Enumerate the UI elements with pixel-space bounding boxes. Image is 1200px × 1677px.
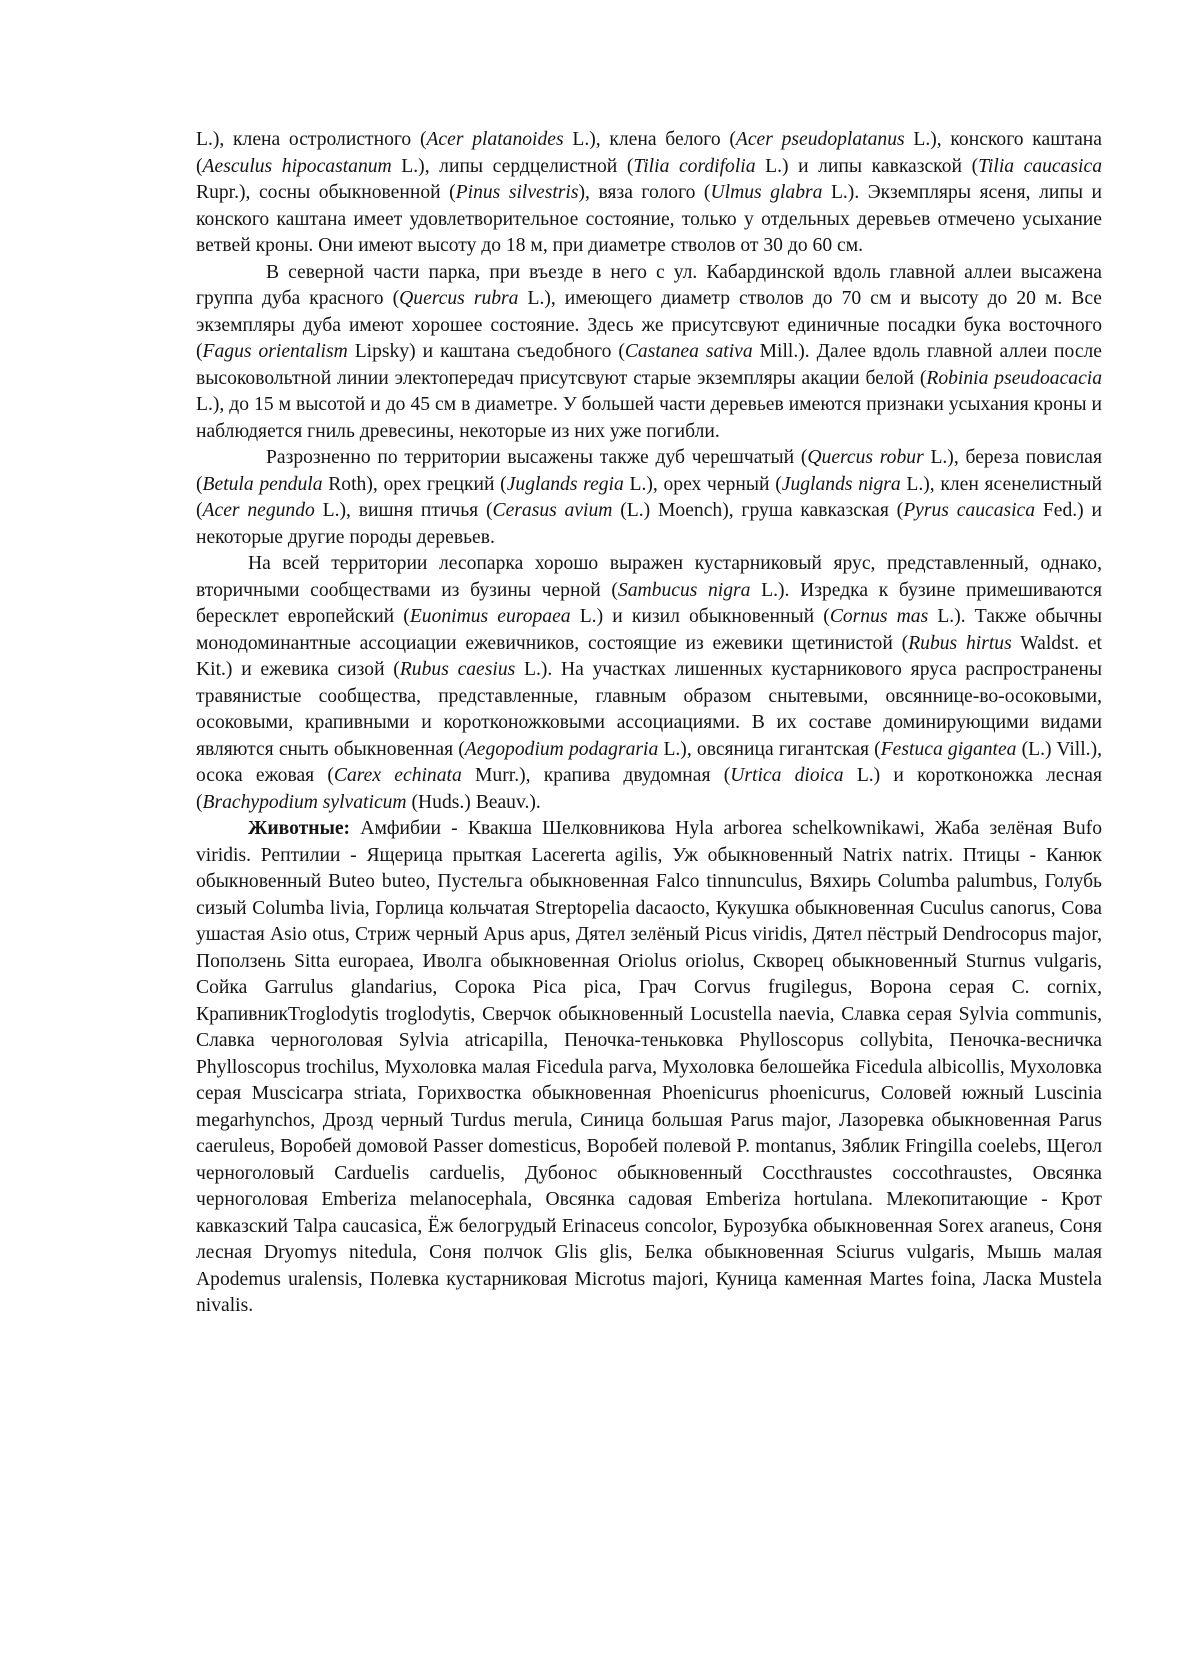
text-run: Rupr.), сосны обыкновенной (: [196, 182, 456, 203]
text-run: L.), орех черный (: [623, 473, 782, 495]
paragraph-scattered-trees: [196, 445, 1102, 551]
species-latin-name: Sambucus nigra: [617, 579, 751, 601]
text-run: Mill.). Далее вдоль главной аллеи после высоковольтной линии электопередач присутсвуют старые экземпляры акации белой (: [196, 341, 1102, 389]
text-run: ), вяза голого (: [578, 182, 711, 203]
species-latin-name: Juglands nigra: [781, 473, 901, 495]
species-latin-name: Betula pendula: [202, 473, 323, 495]
species-latin-name: Cerasus avium: [492, 500, 613, 521]
species-latin-name: Acer negundo: [202, 500, 315, 521]
text-run: L.), вишня птичья (: [314, 500, 493, 521]
section-label: Животные:: [248, 818, 351, 839]
text-run: L.), овсяница гигантская (: [658, 738, 881, 760]
paragraph-animals: [196, 816, 1102, 1320]
species-latin-name: Quercus robur: [807, 447, 924, 468]
species-latin-name: Fagus orientalism: [202, 341, 348, 362]
text-run: В северной части парка, при въезде в него с ул. Кабардинской вдоль главной аллеи высажена группа дуба красного (: [196, 261, 1102, 309]
species-latin-name: Quercus rubra: [399, 288, 519, 309]
text-run: Murr.), крапива двудомная (: [461, 765, 731, 786]
text-run: L.) и коротконожка лесная (: [196, 765, 1103, 813]
text-run: L.), клена белого (: [563, 129, 736, 150]
species-latin-name: Castanea sativa: [624, 341, 753, 362]
text-run: Roth), орех грецкий (: [322, 473, 507, 495]
text-run: L.), клен ясенелистный (: [196, 473, 1103, 521]
text-run: L.), береза повислая (: [196, 447, 1102, 495]
text-run: L.). На участках лишенных кустарникового яруса распространены травянистые сообщества, представленные, главным образом снытевыми, овсяннице-во-осоковыми, осоковыми, крапивными и коротконожковыми ассоциациями. В их составе доминирующими видами являются сныть обыкновенная (: [196, 659, 1102, 760]
text-run: L.). Также обычны монодоминантные ассоциации ежевичников, состоящие из ежевики щетинистой (: [196, 606, 1102, 654]
text-run: На всей территории лесопарка хорошо выражен кустарниковый ярус, представленный, однако, вторичными сообществами из бузины черной (: [196, 553, 1102, 601]
text-run: Waldst. et Kit.) и ежевика сизой (: [196, 632, 1102, 680]
species-latin-name: Rubus caesius: [399, 659, 516, 680]
species-latin-name: Urtica dioica: [730, 765, 844, 786]
species-latin-name: Tilia caucasica: [978, 155, 1102, 177]
species-latin-name: Aegopodium podagraria: [464, 738, 659, 760]
text-run: (L.) Moench), груша кавказская (: [612, 500, 904, 521]
text-run: Fed.) и некоторые другие породы деревьев.: [196, 500, 1102, 548]
species-latin-name: Euonimus europaea: [409, 606, 571, 627]
species-latin-name: Rubus hirtus: [908, 632, 1012, 654]
paragraph-trees-continued: [196, 127, 1102, 260]
text-run: L.). Изредка к бузине примешиваются бересклет европейский (: [196, 579, 1102, 627]
text-run: L.). Экземпляры ясеня, липы и конского каштана имеет удовлетворительное состояние, только у отдельных деревьев отмечено усыхание ветвей кроны. Они имеют высоту до 18 м, при диаметре стволов от 30 до 60 см.: [196, 182, 1103, 256]
species-latin-name: Carex echinata: [333, 765, 462, 786]
text-run: L.), до 15 м высотой и до 45 см в диаметре. У большей части деревьев имеются признаки усыхания кроны и наблюдяется гниль древесины, некоторые из них уже погибли.: [196, 394, 1102, 442]
text-run: L.), конского каштана (: [196, 129, 1102, 177]
text-run: (Huds.) Beauv.).: [406, 791, 541, 813]
text-run: L.) и кизил обыкновенный (: [570, 606, 830, 627]
species-latin-name: Aesculus hipocastanum: [202, 155, 392, 177]
species-latin-name: Pyrus caucasica: [903, 500, 1036, 521]
text-run: Lipsky) и каштана съедобного (: [347, 341, 625, 362]
species-latin-name: Robinia pseudoacacia: [926, 367, 1103, 389]
species-latin-name: Tilia cordifolia: [633, 155, 756, 177]
text-run: Разрозненно по территории высажены также дуб черешчатый (: [266, 447, 808, 468]
text-run: L.), имеющего диаметр стволов до 70 см и высоту до 20 м. Все экземпляры дуба имеют хорошее состояние. Здесь же присутсвуют единичные посадки бука восточного (: [196, 288, 1102, 362]
species-latin-name: Acer platanoides: [426, 129, 564, 150]
species-latin-name: Pinus silvestris: [455, 182, 579, 203]
species-latin-name: Juglands regia: [506, 473, 624, 495]
text-run: L.), клена остролистного (: [196, 129, 427, 150]
document-page: [196, 127, 1102, 1320]
species-latin-name: Brachypodium sylvaticum: [202, 791, 407, 813]
species-latin-name: Ulmus glabra: [710, 182, 823, 203]
text-run: Амфибии - Квакша Шелковникова Hyla arborea schelkownikawi, Жаба зелёная Bufo viridis. Рептилии - Ящерица прыткая Lacererta agilis, Уж обыкновенный Natrix natrix. Птицы - Канюк обыкновенный Buteo buteo, Пустельга обыкновенная Falco tinnunculus, Вяхирь Columba palumbus, Голубь сизый Columba livia, Горлица кольчатая Streptopelia dacaocto, Кукушка обыкновенная Cuculus canorus, Сова ушастая Asio otus, Стриж черный Apus apus, Дятел зелёный Picus viridis, Дятел пёстрый Dendrocopus major, Поползень Sitta europaea, Иволга обыкновенная Oriolus oriolus, Скворец обыкновенный Sturnus vulgaris, Сойка Garrulus glandarius, Сорока Pica pica, Грач Corvus frugilegus, Ворона серая C. cornix, КрапивникTroglodytis troglodytis, Сверчок обыкновенный Locustella naevia, Славка серая Sylvia communis, Славка черноголовая Sylvia atricapilla, Пеночка-теньковка Phylloscopus collybita, Пеночка-весничка Phylloscopus trochilus, Мухоловка малая Ficedula parva, Мухоловка белошейка Ficedula albicollis, Мухоловка серая Muscicarpa striata, Горихвостка обыкновенная Phoenicurus phoenicurus, Соловей южный Luscinia megarhynchos, Дрозд черный Turdus merula, Синица большая Parus major, Лазоревка обыкновенная Parus caeruleus, Воробей домовой Passer domesticus, Воробей полевой P. montanus, Зяблик Fringilla coelebs, Щегол черноголовый Carduelis carduelis, Дубонос обыкновенный Coccthraustes coccothraustes, Овсянка черноголовая Emberiza melanocephala, Овсянка садовая Emberiza hortulana. Млекопитающие - Крот кавказский Talpa caucasica, Ёж белогрудый Erinaceus concolor, Бурозубка обыкновенная Sorex araneus, Соня лесная Dryomys nitedula, Соня полчок Glis glis, Белка обыкновенная Sciurus vulgaris, Мышь малая Apodemus uralensis, Полевка кустарниковая Microtus majori, Куница каменная Martes foina, Ласка Mustela nivalis.: [196, 818, 1102, 1316]
species-latin-name: Cornus mas: [829, 606, 929, 627]
text-run: (L.) Vill.), осока ежовая (: [196, 738, 1102, 786]
paragraph-north-park: [196, 260, 1102, 446]
species-latin-name: Festuca gigantea: [880, 738, 1017, 760]
text-run: L.) и липы кавказской (: [755, 155, 979, 177]
species-latin-name: Acer pseudoplatanus: [735, 129, 905, 150]
paragraph-shrub-layer: [196, 551, 1102, 816]
text-run: L.), липы сердцелистной (: [391, 155, 634, 177]
